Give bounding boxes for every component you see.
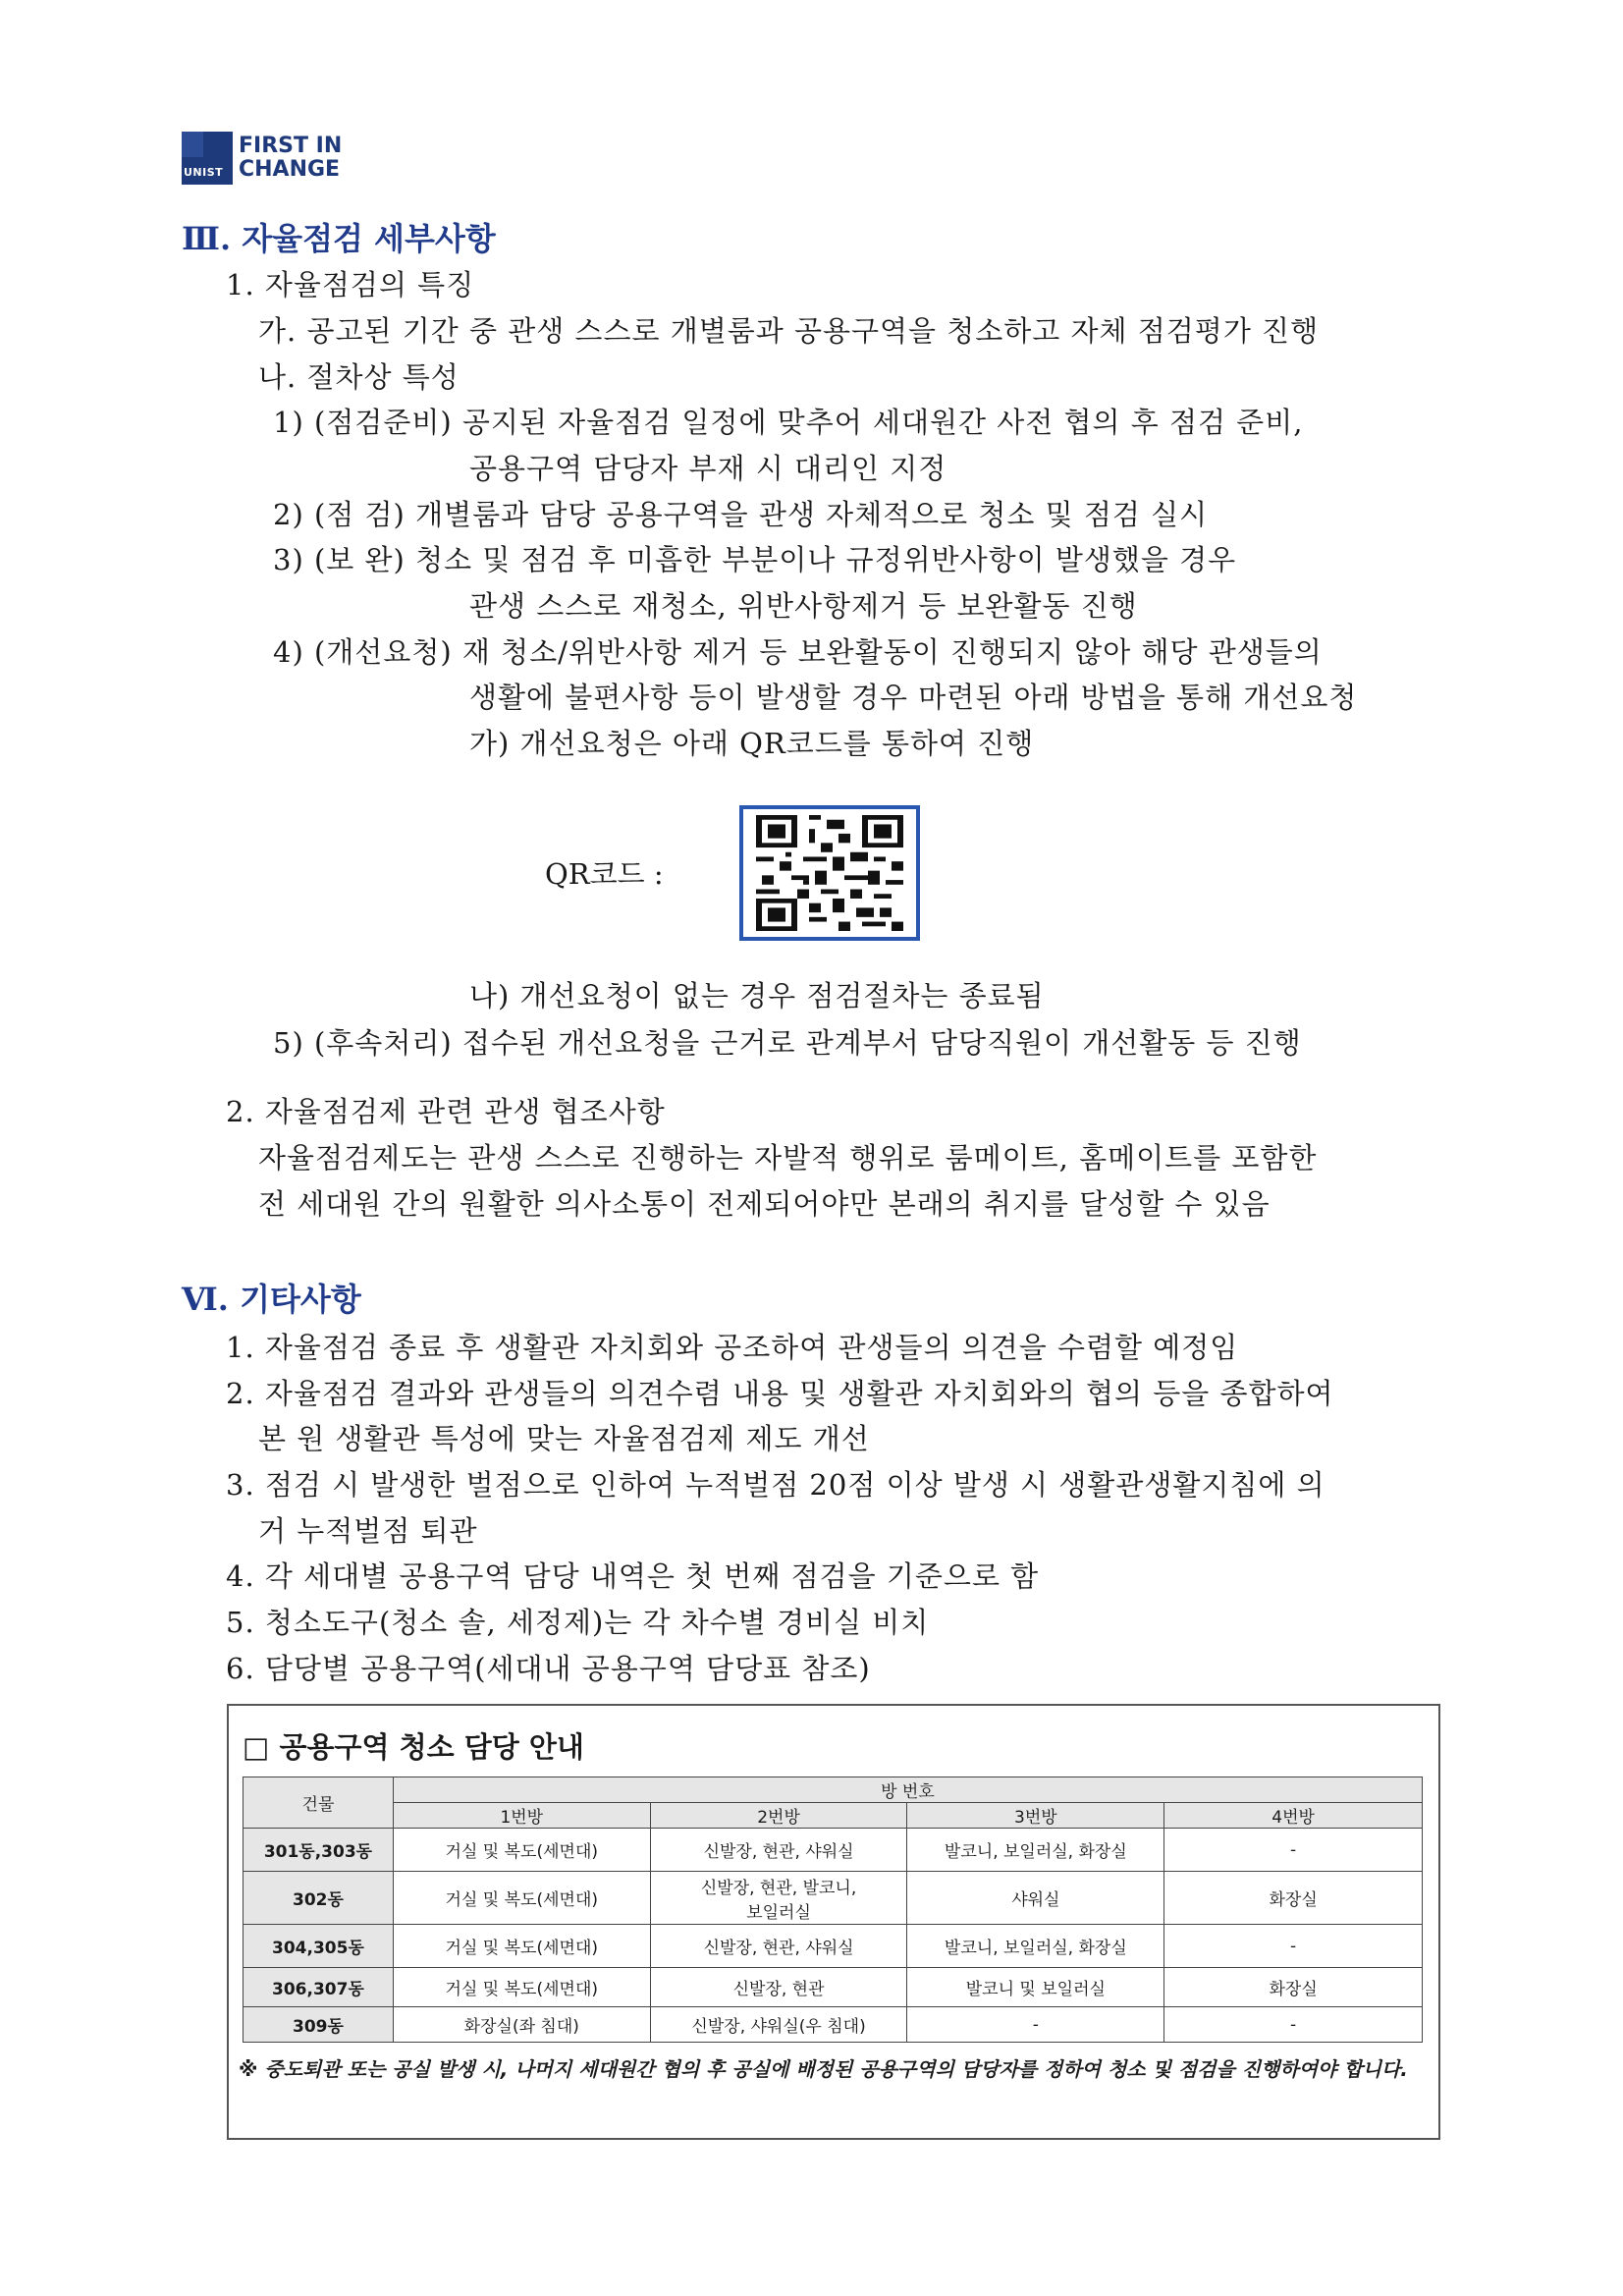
logo-small-text: UNIST bbox=[184, 166, 224, 179]
section-3-line: 1. 자율점검의 특징 bbox=[226, 268, 475, 301]
header-building: 건물 bbox=[243, 1777, 394, 1829]
building-cell: 306,307동 bbox=[243, 1968, 394, 2007]
section-3-line: 나. 절차상 특성 bbox=[258, 360, 460, 394]
building-cell: 309동 bbox=[243, 2007, 394, 2043]
section-6-line: 3. 점검 시 발생한 벌점으로 인하여 누적벌점 20점 이상 발생 시 생활관생활지침에 의 bbox=[226, 1468, 1325, 1502]
table-cell: - bbox=[1164, 1925, 1423, 1968]
table-cell: 화장실 bbox=[1164, 1968, 1423, 2007]
section-3-line: 관생 스스로 재청소, 위반사항제거 등 보완활동 진행 bbox=[469, 589, 1138, 623]
building-cell: 301동,303동 bbox=[243, 1829, 394, 1872]
qr-code-icon bbox=[756, 815, 903, 931]
section-3-line: 3) (보 완) 청소 및 점검 후 미흡한 부분이나 규정위반사항이 발생했을 경우 bbox=[273, 543, 1237, 576]
building-cell: 304,305동 bbox=[243, 1925, 394, 1968]
table-cell: 거실 및 복도(세면대) bbox=[393, 1925, 650, 1968]
section-3-title: Ⅲ. 자율점검 세부사항 bbox=[182, 220, 496, 257]
qr-code[interactable] bbox=[739, 805, 920, 941]
table-cell: 신발장, 현관, 발코니, 보일러실 bbox=[650, 1872, 907, 1925]
section-3-line: 가) 개선요청은 아래 QR코드를 통하여 진행 bbox=[469, 727, 1035, 760]
header-room-1: 1번방 bbox=[393, 1803, 650, 1829]
unist-logo bbox=[182, 131, 342, 186]
table-cell: 거실 및 복도(세면대) bbox=[393, 1872, 650, 1925]
table-cell: 신발장, 현관, 샤워실 bbox=[650, 1829, 907, 1872]
section-3-line: 가. 공고된 기간 중 관생 스스로 개별룸과 공용구역을 청소하고 자체 점검평가 진행 bbox=[258, 314, 1320, 348]
section-3-line: 자율점검제도는 관생 스스로 진행하는 자발적 행위로 룸메이트, 홈메이트를 포함한 bbox=[258, 1141, 1318, 1175]
table-cell: 화장실(좌 침대) bbox=[393, 2007, 650, 2043]
table-row bbox=[243, 1968, 1423, 2007]
section-6-line: 2. 자율점검 결과와 관생들의 의견수렴 내용 및 생활관 자치회와의 협의 등을 종합하여 bbox=[226, 1377, 1334, 1410]
table-cell: 발코니, 보일러실, 화장실 bbox=[907, 1829, 1164, 1872]
table-cell: 화장실 bbox=[1164, 1872, 1423, 1925]
table-cell: 거실 및 복도(세면대) bbox=[393, 1829, 650, 1872]
section-3-line: 4) (개선요청) 재 청소/위반사항 제거 등 보완활동이 진행되지 않아 해당 관생들의 bbox=[273, 635, 1323, 669]
table-cell: 샤워실 bbox=[907, 1872, 1164, 1925]
building-cell: 302동 bbox=[243, 1872, 394, 1925]
section-6-line: 5. 청소도구(청소 솔, 세정제)는 각 차수별 경비실 비치 bbox=[226, 1606, 930, 1639]
logo-line-2: CHANGE bbox=[239, 157, 341, 182]
section-3-line: 전 세대원 간의 원활한 의사소통이 전제되어야만 본래의 취지를 달성할 수 있음 bbox=[258, 1187, 1271, 1221]
table-cell: 발코니 및 보일러실 bbox=[907, 1968, 1164, 2007]
vacancy-note: ※ 중도퇴관 또는 공실 발생 시, 나머지 세대원간 협의 후 공실에 배정된 공용구역의 담당자를 정하여 청소 및 점검을 진행하여야 합니다. bbox=[239, 2057, 1408, 2081]
table-cell: 신발장, 현관 bbox=[650, 1968, 907, 2007]
section-6-title: Ⅵ. 기타사항 bbox=[182, 1281, 361, 1318]
table-cell: - bbox=[907, 2007, 1164, 2043]
table-cell: 신발장, 샤워실(우 침대) bbox=[650, 2007, 907, 2043]
section-6-line: 1. 자율점검 종료 후 생활관 자치회와 공조하여 관생들의 의견을 수렴할 예정임 bbox=[226, 1331, 1239, 1364]
header-room-3: 3번방 bbox=[907, 1803, 1164, 1829]
logo-line-1: FIRST IN bbox=[239, 134, 343, 158]
table-row bbox=[243, 1829, 1423, 1872]
header-room-number: 방 번호 bbox=[393, 1777, 1422, 1803]
section-3-line: 1) (점검준비) 공지된 자율점검 일정에 맞추어 세대원간 사전 협의 후 점검 준비, bbox=[273, 406, 1304, 439]
table-cell: - bbox=[1164, 2007, 1423, 2043]
header-room-4: 4번방 bbox=[1164, 1803, 1423, 1829]
logo-mark bbox=[182, 132, 233, 185]
cleaning-guide-box bbox=[227, 1704, 1440, 2140]
section-3-line: 나) 개선요청이 없는 경우 점검절차는 종료됨 bbox=[469, 979, 1045, 1012]
section-6-line: 거 누적벌점 퇴관 bbox=[258, 1514, 478, 1548]
section-3-line: 공용구역 담당자 부재 시 대리인 지정 bbox=[469, 452, 947, 485]
section-3-line: 5) (후속처리) 접수된 개선요청을 근거로 관계부서 담당직원이 개선활동 등 진행 bbox=[273, 1026, 1302, 1060]
table-row bbox=[243, 2007, 1423, 2043]
table-cell: 신발장, 현관, 샤워실 bbox=[650, 1925, 907, 1968]
section-6-line: 4. 각 세대별 공용구역 담당 내역은 첫 번째 점검을 기준으로 함 bbox=[226, 1559, 1040, 1593]
section-6-line: 본 원 생활관 특성에 맞는 자율점검제 제도 개선 bbox=[258, 1422, 870, 1455]
table-row bbox=[243, 1872, 1423, 1925]
cleaning-guide-title: □ 공용구역 청소 담당 안내 bbox=[243, 1730, 584, 1764]
section-3-line: 2. 자율점검제 관련 관생 협조사항 bbox=[226, 1095, 666, 1128]
table-row bbox=[243, 1925, 1423, 1968]
table-cell: 거실 및 복도(세면대) bbox=[393, 1968, 650, 2007]
table-cell: 발코니, 보일러실, 화장실 bbox=[907, 1925, 1164, 1968]
section-3-line: 생활에 불편사항 등이 발생할 경우 마련된 아래 방법을 통해 개선요청 bbox=[469, 681, 1358, 714]
header-room-2: 2번방 bbox=[650, 1803, 907, 1829]
qr-label: QR코드 : bbox=[545, 857, 664, 891]
table-cell: - bbox=[1164, 1829, 1423, 1872]
logo-slogan bbox=[239, 135, 342, 182]
cleaning-assignment-table bbox=[243, 1777, 1423, 2043]
section-3-line: 2) (점 검) 개별룸과 담당 공용구역을 관생 자체적으로 청소 및 점검 실시 bbox=[273, 498, 1209, 531]
section-6-line: 6. 담당별 공용구역(세대내 공용구역 담당표 참조) bbox=[226, 1652, 871, 1685]
